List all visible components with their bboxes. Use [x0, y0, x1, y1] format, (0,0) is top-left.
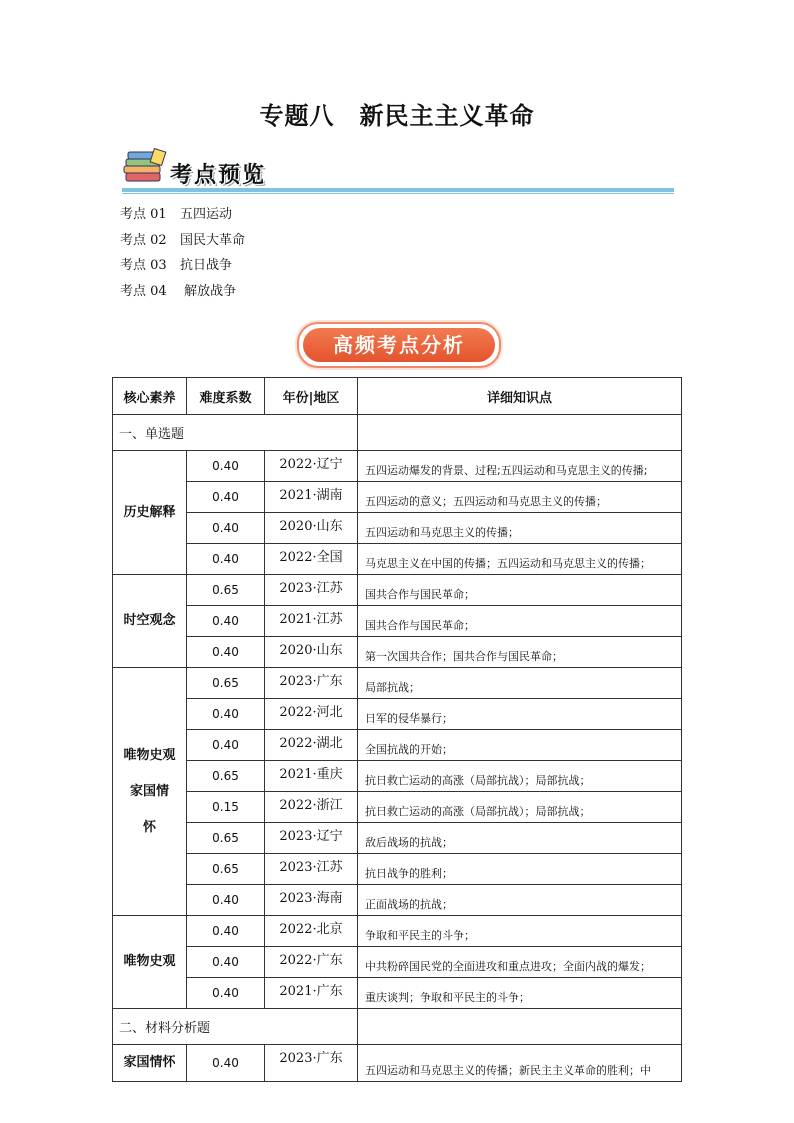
table-row	[113, 947, 682, 978]
year-region-cell: 2022·全国	[265, 544, 358, 575]
difficulty-cell: 0.40	[187, 699, 265, 730]
knowledge-detail-cell: 重庆谈判；争取和平民主的斗争；	[358, 978, 682, 1009]
section-label: 一、单选题	[113, 415, 358, 451]
header-cell: 年份|地区	[265, 378, 358, 415]
category-cell	[113, 451, 187, 575]
knowledge-detail-cell: 国共合作与国民革命；	[358, 575, 682, 606]
year-region-cell: 2023·广东	[265, 668, 358, 699]
year-region-cell: 2021·广东	[265, 978, 358, 1009]
difficulty-cell: 0.40	[187, 978, 265, 1009]
section-empty-cell	[358, 1009, 682, 1045]
category-label: 家国情怀	[123, 1055, 176, 1070]
table-row	[113, 730, 682, 761]
section-row	[113, 415, 682, 451]
table-row	[113, 606, 682, 637]
knowledge-detail-cell: 敌后战场的抗战；	[358, 823, 682, 854]
table-row	[113, 916, 682, 947]
year-region-cell: 2023·广东	[265, 1045, 358, 1082]
knowledge-detail-cell: 五四运动和马克思主义的传播；新民主主义革命的胜利；中	[358, 1045, 682, 1082]
table-row	[113, 792, 682, 823]
header-rule	[122, 188, 674, 192]
year-region-cell: 2020·山东	[265, 637, 358, 668]
analysis-banner	[297, 322, 501, 368]
year-region-cell: 2022·辽宁	[265, 451, 358, 482]
difficulty-cell: 0.15	[187, 792, 265, 823]
difficulty-cell: 0.65	[187, 761, 265, 792]
table-header-row	[113, 378, 682, 415]
year-region-cell: 2021·湖南	[265, 482, 358, 513]
year-region-cell: 2023·辽宁	[265, 823, 358, 854]
difficulty-cell: 0.40	[187, 544, 265, 575]
year-region-cell: 2022·河北	[265, 699, 358, 730]
difficulty-cell: 0.40	[187, 513, 265, 544]
difficulty-cell: 0.40	[187, 947, 265, 978]
year-region-cell: 2021·重庆	[265, 761, 358, 792]
knowledge-detail-cell: 局部抗战；	[358, 668, 682, 699]
category-cell	[113, 575, 187, 668]
books-icon	[122, 148, 168, 186]
difficulty-cell: 0.65	[187, 823, 265, 854]
difficulty-cell: 0.40	[187, 637, 265, 668]
page-title: 专题八 新民主主义革命	[259, 101, 535, 130]
section-label: 二、材料分析题	[113, 1009, 358, 1045]
knowledge-detail-cell: 马克思主义在中国的传播；五四运动和马克思主义的传播；	[358, 544, 682, 575]
year-region-cell: 2022·北京	[265, 916, 358, 947]
table-row	[113, 668, 682, 699]
difficulty-cell: 0.65	[187, 854, 265, 885]
knowledge-detail-cell: 五四运动爆发的背景、过程;五四运动和马克思主义的传播;	[358, 451, 682, 482]
category-cell	[113, 1045, 187, 1082]
table-row	[113, 637, 682, 668]
table-row	[113, 544, 682, 575]
section-empty-cell	[358, 415, 682, 451]
year-region-cell: 2023·江苏	[265, 575, 358, 606]
knowledge-detail-cell: 国共合作与国民革命；	[358, 606, 682, 637]
header-cell: 难度系数	[187, 378, 265, 415]
table-row	[113, 978, 682, 1009]
table-row	[113, 482, 682, 513]
difficulty-cell: 0.40	[187, 916, 265, 947]
difficulty-cell: 0.40	[187, 885, 265, 916]
difficulty-cell: 0.40	[187, 1045, 265, 1082]
knowledge-detail-cell: 争取和平民主的斗争；	[358, 916, 682, 947]
category-cell	[113, 916, 187, 1009]
analysis-table	[112, 377, 682, 1082]
table-row	[113, 575, 682, 606]
analysis-banner-label: 高频考点分析	[303, 328, 495, 362]
table-row	[113, 1045, 682, 1082]
header-cell: 详细知识点	[358, 378, 682, 415]
difficulty-cell: 0.40	[187, 730, 265, 761]
year-region-cell: 2023·江苏	[265, 854, 358, 885]
category-label: 历史解释	[123, 504, 176, 520]
difficulty-cell: 0.40	[187, 451, 265, 482]
category-label: 唯物史观 家国情 怀	[123, 747, 176, 835]
year-region-cell: 2020·山东	[265, 513, 358, 544]
header-cell: 核心素养	[113, 378, 187, 415]
category-label: 唯物史观	[123, 954, 176, 969]
year-region-cell: 2022·浙江	[265, 792, 358, 823]
table-row	[113, 451, 682, 482]
analysis-table-body	[113, 378, 682, 1082]
year-region-cell: 2023·海南	[265, 885, 358, 916]
knowledge-detail-cell: 全国抗战的开始；	[358, 730, 682, 761]
table-row	[113, 513, 682, 544]
preview-item: 考点 01 五四运动	[120, 207, 233, 222]
knowledge-detail-cell: 抗日战争的胜利；	[358, 854, 682, 885]
difficulty-cell: 0.65	[187, 575, 265, 606]
preview-section-header	[122, 144, 674, 196]
header-rule-thin	[122, 193, 674, 194]
difficulty-cell: 0.65	[187, 668, 265, 699]
table-row	[113, 761, 682, 792]
year-region-cell: 2022·广东	[265, 947, 358, 978]
knowledge-detail-cell: 抗日救亡运动的高涨（局部抗战）；局部抗战；	[358, 761, 682, 792]
table-row	[113, 885, 682, 916]
knowledge-detail-cell: 中共粉碎国民党的全面进攻和重点进攻；全面内战的爆发；	[358, 947, 682, 978]
table-row	[113, 854, 682, 885]
knowledge-detail-cell: 第一次国共合作；国共合作与国民革命；	[358, 637, 682, 668]
preview-heading: 考点预览	[170, 163, 267, 188]
knowledge-detail-cell: 五四运动的意义；五四运动和马克思主义的传播；	[358, 482, 682, 513]
category-label: 时空观念	[123, 613, 176, 628]
knowledge-detail-cell: 抗日救亡运动的高涨（局部抗战）；局部抗战；	[358, 792, 682, 823]
preview-item: 考点 04 解放战争	[120, 284, 237, 299]
year-region-cell: 2022·湖北	[265, 730, 358, 761]
difficulty-cell: 0.40	[187, 606, 265, 637]
year-region-cell: 2021·江苏	[265, 606, 358, 637]
knowledge-detail-cell: 五四运动和马克思主义的传播；	[358, 513, 682, 544]
knowledge-detail-cell: 正面战场的抗战；	[358, 885, 682, 916]
category-cell	[113, 668, 187, 916]
section-row	[113, 1009, 682, 1045]
table-row	[113, 823, 682, 854]
preview-item: 考点 02 国民大革命	[120, 233, 246, 248]
table-row	[113, 699, 682, 730]
difficulty-cell: 0.40	[187, 482, 265, 513]
preview-item: 考点 03 抗日战争	[120, 258, 233, 273]
knowledge-detail-cell: 日军的侵华暴行；	[358, 699, 682, 730]
